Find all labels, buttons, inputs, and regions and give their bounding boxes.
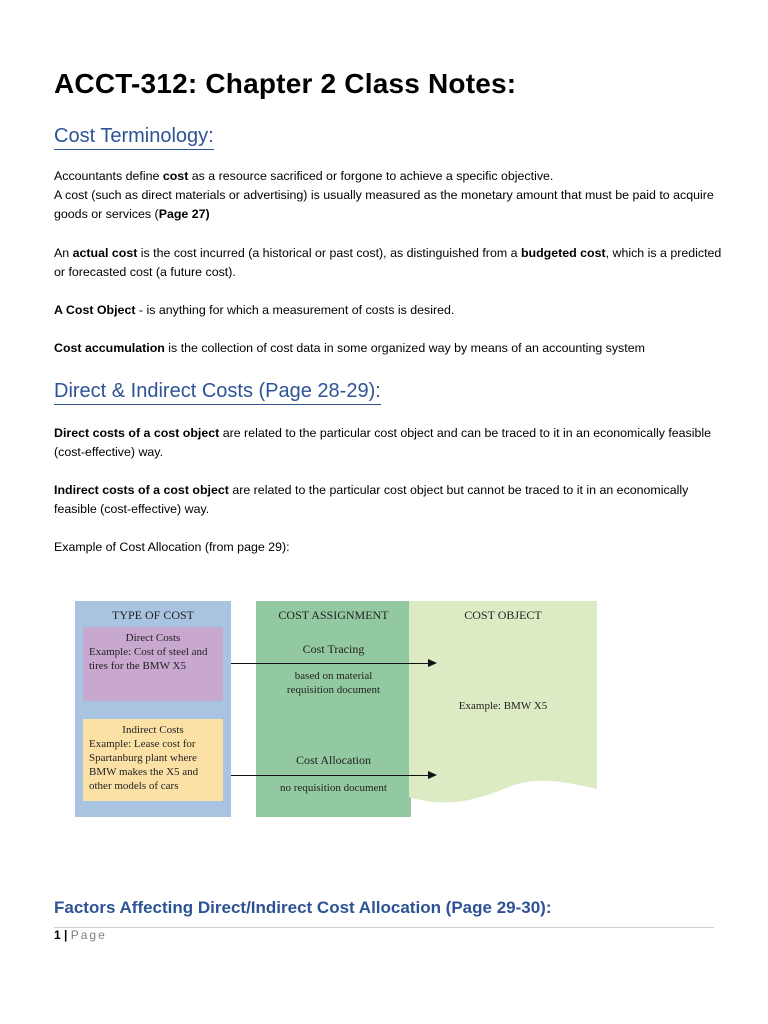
paragraph-example-caption: Example of Cost Allocation (from page 29): <box>54 540 290 554</box>
cost-tracing-title: Cost Tracing <box>302 642 365 656</box>
tracing-arrow <box>231 663 431 664</box>
page-number: 1 <box>54 928 61 942</box>
cost-allocation-text: no requisition document <box>280 782 387 794</box>
indirect-costs-example: Example: Lease cost for Spartanburg plant where BMW makes the X5 and other models of cars <box>89 738 199 792</box>
footer-separator: | <box>60 928 71 942</box>
cost-assignment-column <box>256 601 411 817</box>
cost-allocation-diagram <box>75 601 600 819</box>
cost-object-header: COST OBJECT <box>464 608 542 622</box>
indirect-costs-title: Indirect Costs <box>122 724 184 736</box>
paragraph-direct-costs: Direct costs of a cost object are related to the particular cost object and can be traced to it in an economically feasible (cost-effective) way. <box>54 426 712 459</box>
allocation-arrowhead <box>428 771 437 779</box>
footer-divider <box>54 927 714 928</box>
direct-costs-example: Example: Cost of steel and tires for the BMW X5 <box>89 646 208 672</box>
type-of-cost-header: TYPE OF COST <box>111 608 194 622</box>
allocation-arrow <box>231 775 431 776</box>
paragraph-actual-cost: An actual cost is the cost incurred (a historical or past cost), as distinguished from a budgeted cost, which is a predicted or forecasted cost (a future cost). <box>54 246 722 279</box>
cost-allocation-title: Cost Allocation <box>296 753 371 767</box>
section-heading-direct-indirect: Direct & Indirect Costs (Page 28-29): <box>54 379 381 405</box>
paragraph-cost-definition: Accountants define cost as a resource sacrificed or forgone to achieve a specific objective. A cost (such as direct materials or advertising) is usually measured as the monetary amount that must be paid to acquire goods or services (Page 27) <box>54 169 714 221</box>
direct-costs-title: Direct Costs <box>125 632 181 644</box>
paragraph-indirect-costs: Indirect costs of a cost object are related to the particular cost object but cannot be traced to it in an economically feasible (cost-effective) way. <box>54 483 689 516</box>
section-heading-factors: Factors Affecting Direct/Indirect Cost Allocation (Page 29-30): <box>54 898 552 917</box>
direct-costs-box <box>83 627 223 701</box>
cost-assignment-header: COST ASSIGNMENT <box>278 608 389 622</box>
paragraph-cost-object: A Cost Object - is anything for which a measurement of costs is desired. <box>54 303 455 317</box>
cost-tracing-text: based on material requisition document <box>286 670 381 696</box>
page-label: Page <box>70 928 107 942</box>
page-title: ACCT-312: Chapter 2 Class Notes: <box>54 68 517 99</box>
section-heading-cost-terminology: Cost Terminology: <box>54 124 214 150</box>
cost-object-example: Example: BMW X5 <box>458 700 548 712</box>
page-footer <box>54 928 107 942</box>
tracing-arrowhead <box>428 659 437 667</box>
indirect-costs-box <box>83 719 223 801</box>
type-of-cost-column <box>75 601 231 817</box>
paragraph-cost-accumulation: Cost accumulation is the collection of cost data in some organized way by means of an accounting system <box>54 341 645 355</box>
